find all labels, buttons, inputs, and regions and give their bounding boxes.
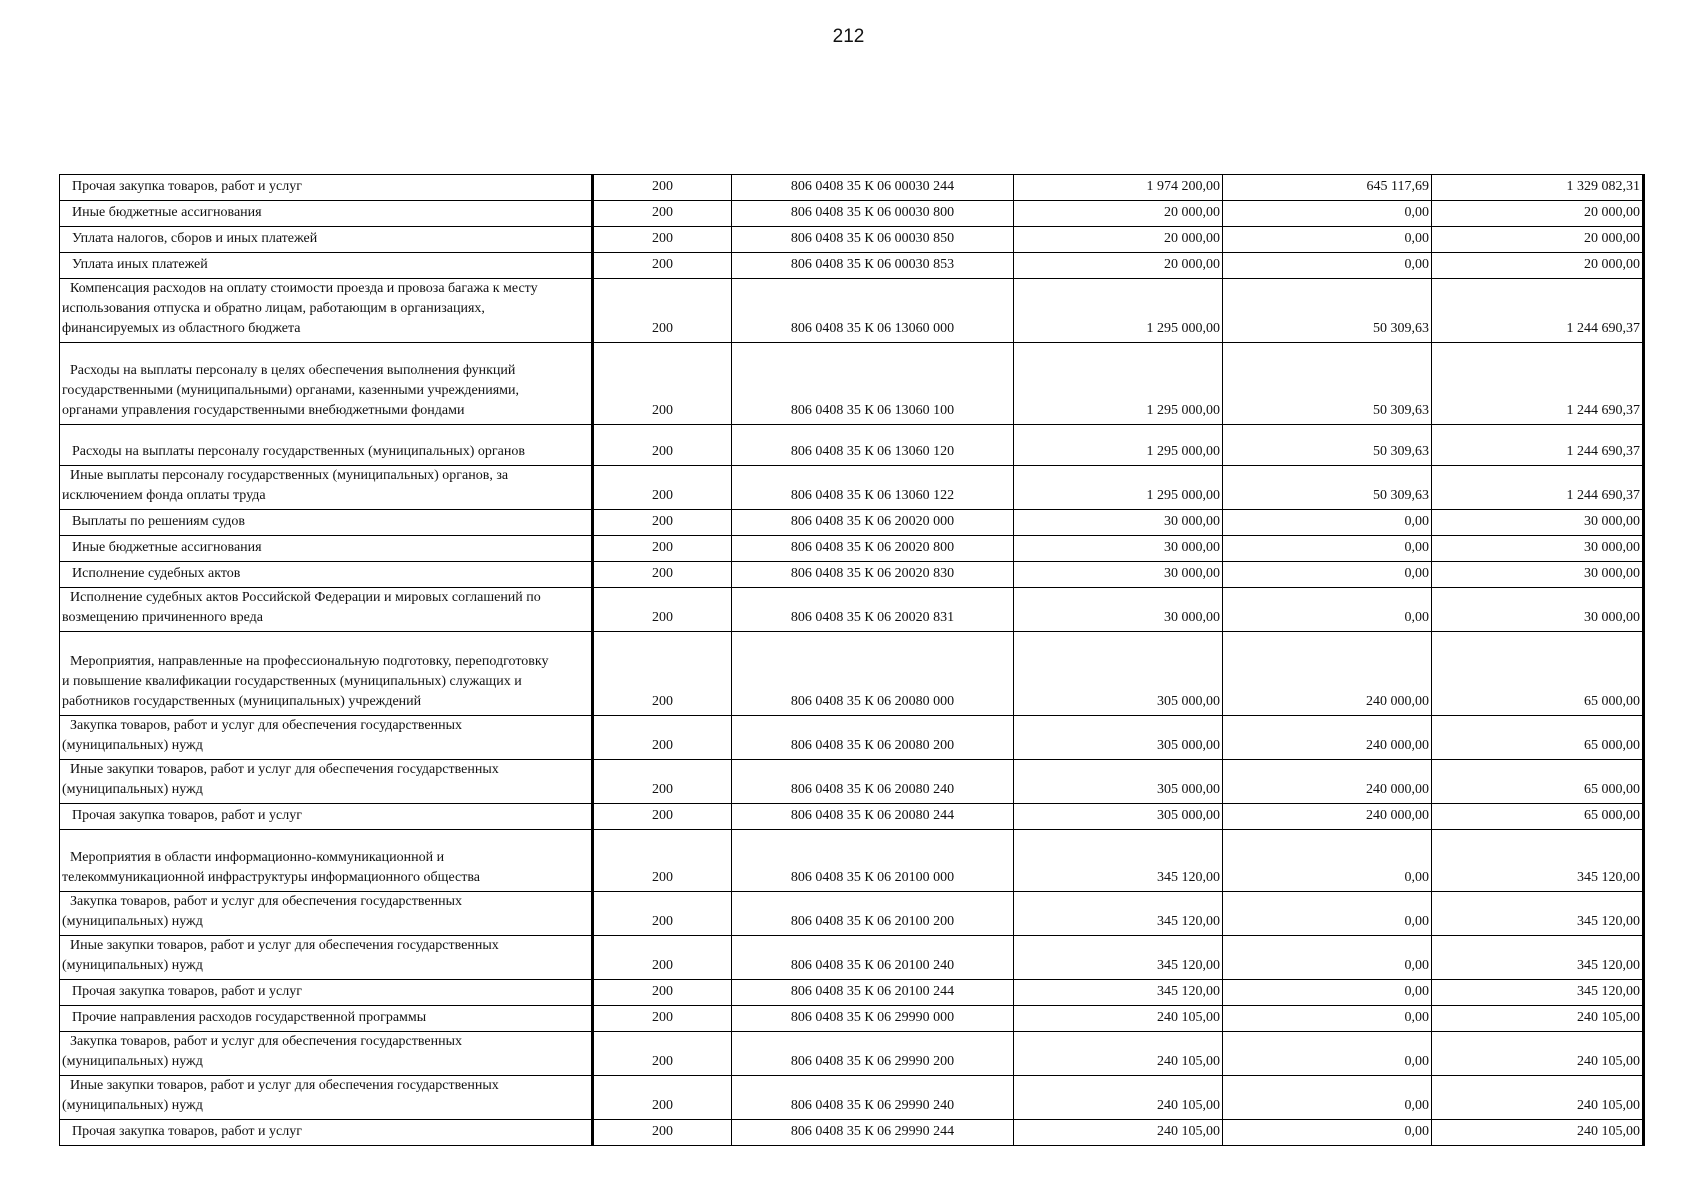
row-name-line: Расходы на выплаты персоналу в целях обеспечения выполнения функций <box>70 363 516 378</box>
table-row <box>60 279 1644 343</box>
row-name-line: Мероприятия, направленные на профессиональную подготовку, переподготовку <box>70 654 549 669</box>
table-row <box>60 175 1644 201</box>
row-approved-amount: 1 295 000,00 <box>1014 279 1223 343</box>
row-executed-amount: 240 000,00 <box>1223 632 1432 716</box>
row-classification-code: 806 0408 35 К 06 20020 830 <box>732 562 1014 588</box>
row-executed-amount: 50 309,63 <box>1223 425 1432 466</box>
row-name-line: Компенсация расходов на оплату стоимости проезда и провоза багажа к месту <box>70 281 538 296</box>
row-name-line: (муниципальных) нужд <box>62 958 203 973</box>
row-line-code: 200 <box>593 279 732 343</box>
row-approved-amount: 20 000,00 <box>1014 227 1223 253</box>
row-executed-amount: 240 000,00 <box>1223 804 1432 830</box>
row-name-line: (муниципальных) нужд <box>62 1054 203 1069</box>
row-name <box>60 936 593 980</box>
row-remaining-amount: 65 000,00 <box>1432 804 1644 830</box>
row-executed-amount: 0,00 <box>1223 588 1432 632</box>
row-remaining-amount: 240 105,00 <box>1432 1006 1644 1032</box>
row-executed-amount: 0,00 <box>1223 830 1432 892</box>
table-row <box>60 1032 1644 1076</box>
row-executed-amount: 50 309,63 <box>1223 343 1432 425</box>
row-classification-code: 806 0408 35 К 06 00030 850 <box>732 227 1014 253</box>
row-remaining-amount: 1 244 690,37 <box>1432 466 1644 510</box>
row-approved-amount: 30 000,00 <box>1014 510 1223 536</box>
table-row <box>60 536 1644 562</box>
row-line-code: 200 <box>593 1006 732 1032</box>
row-classification-code: 806 0408 35 К 06 20080 200 <box>732 716 1014 760</box>
row-approved-amount: 1 295 000,00 <box>1014 425 1223 466</box>
row-line-code: 200 <box>593 1076 732 1120</box>
table-row <box>60 1076 1644 1120</box>
row-name: Уплата иных платежей <box>60 253 593 279</box>
row-approved-amount: 305 000,00 <box>1014 632 1223 716</box>
row-name <box>60 632 593 716</box>
row-name: Прочая закупка товаров, работ и услуг <box>60 804 593 830</box>
row-remaining-amount: 240 105,00 <box>1432 1120 1644 1146</box>
row-name: Иные бюджетные ассигнования <box>60 536 593 562</box>
row-executed-amount: 0,00 <box>1223 980 1432 1006</box>
row-name <box>60 343 593 425</box>
row-name: Расходы на выплаты персоналу государственных (муниципальных) органов <box>60 425 593 466</box>
table-row <box>60 980 1644 1006</box>
row-classification-code: 806 0408 35 К 06 20100 000 <box>732 830 1014 892</box>
table-row <box>60 892 1644 936</box>
row-classification-code: 806 0408 35 К 06 00030 244 <box>732 175 1014 201</box>
row-remaining-amount: 65 000,00 <box>1432 632 1644 716</box>
row-approved-amount: 240 105,00 <box>1014 1120 1223 1146</box>
row-approved-amount: 1 295 000,00 <box>1014 343 1223 425</box>
row-remaining-amount: 345 120,00 <box>1432 830 1644 892</box>
row-name-line: Закупка товаров, работ и услуг для обеспечения государственных <box>70 1034 463 1049</box>
row-approved-amount: 240 105,00 <box>1014 1076 1223 1120</box>
table-row <box>60 343 1644 425</box>
row-name: Прочая закупка товаров, работ и услуг <box>60 1120 593 1146</box>
row-name-line: (муниципальных) нужд <box>62 782 203 797</box>
row-name-line: использования отпуска и обратно лицам, работающим в организациях, <box>62 301 485 316</box>
row-line-code: 200 <box>593 562 732 588</box>
row-approved-amount: 30 000,00 <box>1014 588 1223 632</box>
row-approved-amount: 345 120,00 <box>1014 892 1223 936</box>
row-name <box>60 1032 593 1076</box>
row-name-line: Иные закупки товаров, работ и услуг для обеспечения государственных <box>70 762 499 777</box>
row-approved-amount: 345 120,00 <box>1014 980 1223 1006</box>
table-row <box>60 804 1644 830</box>
row-line-code: 200 <box>593 466 732 510</box>
row-executed-amount: 0,00 <box>1223 1120 1432 1146</box>
row-line-code: 200 <box>593 425 732 466</box>
row-remaining-amount: 240 105,00 <box>1432 1032 1644 1076</box>
row-line-code: 200 <box>593 227 732 253</box>
row-approved-amount: 305 000,00 <box>1014 804 1223 830</box>
row-executed-amount: 0,00 <box>1223 562 1432 588</box>
table-row <box>60 716 1644 760</box>
row-line-code: 200 <box>593 175 732 201</box>
row-executed-amount: 0,00 <box>1223 1032 1432 1076</box>
row-line-code: 200 <box>593 1120 732 1146</box>
row-name: Уплата налогов, сборов и иных платежей <box>60 227 593 253</box>
row-name: Исполнение судебных актов <box>60 562 593 588</box>
row-name <box>60 279 593 343</box>
table-row <box>60 632 1644 716</box>
row-approved-amount: 240 105,00 <box>1014 1032 1223 1076</box>
row-name-line: Закупка товаров, работ и услуг для обеспечения государственных <box>70 718 463 733</box>
row-classification-code: 806 0408 35 К 06 20080 240 <box>732 760 1014 804</box>
row-remaining-amount: 20 000,00 <box>1432 227 1644 253</box>
row-line-code: 200 <box>593 588 732 632</box>
row-name <box>60 830 593 892</box>
row-name-line: Иные закупки товаров, работ и услуг для обеспечения государственных <box>70 938 499 953</box>
row-remaining-amount: 1 329 082,31 <box>1432 175 1644 201</box>
row-classification-code: 806 0408 35 К 06 20080 244 <box>732 804 1014 830</box>
row-line-code: 200 <box>593 760 732 804</box>
row-line-code: 200 <box>593 804 732 830</box>
row-approved-amount: 30 000,00 <box>1014 562 1223 588</box>
row-approved-amount: 305 000,00 <box>1014 716 1223 760</box>
row-classification-code: 806 0408 35 К 06 13060 000 <box>732 279 1014 343</box>
row-name <box>60 716 593 760</box>
row-name-line: Исполнение судебных актов Российской Федерации и мировых соглашений по <box>70 590 541 605</box>
row-executed-amount: 0,00 <box>1223 892 1432 936</box>
row-name: Прочая закупка товаров, работ и услуг <box>60 980 593 1006</box>
row-name-line: (муниципальных) нужд <box>62 914 203 929</box>
row-approved-amount: 20 000,00 <box>1014 201 1223 227</box>
row-name: Прочие направления расходов государственной программы <box>60 1006 593 1032</box>
row-approved-amount: 240 105,00 <box>1014 1006 1223 1032</box>
row-line-code: 200 <box>593 830 732 892</box>
row-remaining-amount: 30 000,00 <box>1432 536 1644 562</box>
row-name-line: финансируемых из областного бюджета <box>62 321 301 336</box>
row-classification-code: 806 0408 35 К 06 20100 244 <box>732 980 1014 1006</box>
table-row <box>60 466 1644 510</box>
row-executed-amount: 0,00 <box>1223 1076 1432 1120</box>
row-remaining-amount: 65 000,00 <box>1432 716 1644 760</box>
row-executed-amount: 0,00 <box>1223 536 1432 562</box>
table-row <box>60 253 1644 279</box>
row-name-line: государственными (муниципальными) органами, казенными учреждениями, <box>62 383 519 398</box>
row-remaining-amount: 30 000,00 <box>1432 562 1644 588</box>
row-name-line: исключением фонда оплаты труда <box>62 488 266 503</box>
row-approved-amount: 1 974 200,00 <box>1014 175 1223 201</box>
row-name-line: (муниципальных) нужд <box>62 738 203 753</box>
row-name-line: Закупка товаров, работ и услуг для обеспечения государственных <box>70 894 463 909</box>
table-row <box>60 1006 1644 1032</box>
row-classification-code: 806 0408 35 К 06 29990 240 <box>732 1076 1014 1120</box>
row-line-code: 200 <box>593 936 732 980</box>
row-name-line: возмещению причиненного вреда <box>62 610 263 625</box>
table-body <box>60 175 1644 1146</box>
row-name-line: и повышение квалификации государственных (муниципальных) служащих и <box>62 674 522 689</box>
row-name-line: Иные закупки товаров, работ и услуг для обеспечения государственных <box>70 1078 499 1093</box>
row-approved-amount: 305 000,00 <box>1014 760 1223 804</box>
row-classification-code: 806 0408 35 К 06 20100 240 <box>732 936 1014 980</box>
row-remaining-amount: 1 244 690,37 <box>1432 425 1644 466</box>
row-classification-code: 806 0408 35 К 06 29990 200 <box>732 1032 1014 1076</box>
row-line-code: 200 <box>593 343 732 425</box>
row-classification-code: 806 0408 35 К 06 20020 831 <box>732 588 1014 632</box>
row-remaining-amount: 65 000,00 <box>1432 760 1644 804</box>
row-classification-code: 806 0408 35 К 06 20020 000 <box>732 510 1014 536</box>
row-executed-amount: 0,00 <box>1223 1006 1432 1032</box>
row-remaining-amount: 1 244 690,37 <box>1432 279 1644 343</box>
row-remaining-amount: 20 000,00 <box>1432 253 1644 279</box>
row-name <box>60 1076 593 1120</box>
row-remaining-amount: 345 120,00 <box>1432 980 1644 1006</box>
row-name-line: Мероприятия в области информационно-коммуникационной и <box>70 850 445 865</box>
row-executed-amount: 240 000,00 <box>1223 760 1432 804</box>
row-remaining-amount: 20 000,00 <box>1432 201 1644 227</box>
table-row <box>60 760 1644 804</box>
row-executed-amount: 0,00 <box>1223 510 1432 536</box>
row-line-code: 200 <box>593 1032 732 1076</box>
row-remaining-amount: 345 120,00 <box>1432 892 1644 936</box>
row-name <box>60 892 593 936</box>
row-remaining-amount: 30 000,00 <box>1432 510 1644 536</box>
table-row <box>60 588 1644 632</box>
row-name: Прочая закупка товаров, работ и услуг <box>60 175 593 201</box>
row-classification-code: 806 0408 35 К 06 00030 853 <box>732 253 1014 279</box>
row-executed-amount: 0,00 <box>1223 201 1432 227</box>
row-approved-amount: 345 120,00 <box>1014 936 1223 980</box>
row-executed-amount: 50 309,63 <box>1223 466 1432 510</box>
row-classification-code: 806 0408 35 К 06 13060 100 <box>732 343 1014 425</box>
table-row <box>60 1120 1644 1146</box>
table-row <box>60 227 1644 253</box>
row-line-code: 200 <box>593 716 732 760</box>
row-approved-amount: 20 000,00 <box>1014 253 1223 279</box>
row-remaining-amount: 30 000,00 <box>1432 588 1644 632</box>
row-classification-code: 806 0408 35 К 06 13060 120 <box>732 425 1014 466</box>
row-line-code: 200 <box>593 201 732 227</box>
row-name <box>60 760 593 804</box>
table-row <box>60 830 1644 892</box>
row-name-line: органами управления государственными внебюджетными фондами <box>62 403 465 418</box>
row-classification-code: 806 0408 35 К 06 20080 000 <box>732 632 1014 716</box>
row-classification-code: 806 0408 35 К 06 00030 800 <box>732 201 1014 227</box>
row-name: Иные бюджетные ассигнования <box>60 201 593 227</box>
row-name <box>60 466 593 510</box>
row-name-line: Иные выплаты персоналу государственных (муниципальных) органов, за <box>70 468 509 483</box>
row-remaining-amount: 240 105,00 <box>1432 1076 1644 1120</box>
budget-execution-table <box>59 174 1645 1146</box>
row-line-code: 200 <box>593 892 732 936</box>
row-approved-amount: 1 295 000,00 <box>1014 466 1223 510</box>
row-name: Выплаты по решениям судов <box>60 510 593 536</box>
row-classification-code: 806 0408 35 К 06 20020 800 <box>732 536 1014 562</box>
row-executed-amount: 0,00 <box>1223 227 1432 253</box>
row-name-line: (муниципальных) нужд <box>62 1098 203 1113</box>
table-row <box>60 425 1644 466</box>
row-name <box>60 588 593 632</box>
page-number: 212 <box>832 26 865 47</box>
row-executed-amount: 50 309,63 <box>1223 279 1432 343</box>
table-row <box>60 201 1644 227</box>
row-approved-amount: 345 120,00 <box>1014 830 1223 892</box>
row-line-code: 200 <box>593 632 732 716</box>
row-name-line: телекоммуникационной инфраструктуры информационного общества <box>62 870 480 885</box>
row-executed-amount: 240 000,00 <box>1223 716 1432 760</box>
row-line-code: 200 <box>593 253 732 279</box>
row-remaining-amount: 345 120,00 <box>1432 936 1644 980</box>
row-classification-code: 806 0408 35 К 06 29990 244 <box>732 1120 1014 1146</box>
table-row <box>60 510 1644 536</box>
row-classification-code: 806 0408 35 К 06 29990 000 <box>732 1006 1014 1032</box>
table-row <box>60 936 1644 980</box>
row-remaining-amount: 1 244 690,37 <box>1432 343 1644 425</box>
row-executed-amount: 0,00 <box>1223 936 1432 980</box>
row-classification-code: 806 0408 35 К 06 13060 122 <box>732 466 1014 510</box>
row-line-code: 200 <box>593 980 732 1006</box>
table-row <box>60 562 1644 588</box>
row-approved-amount: 30 000,00 <box>1014 536 1223 562</box>
row-line-code: 200 <box>593 536 732 562</box>
row-name-line: работников государственных (муниципальных) учреждений <box>62 694 422 709</box>
row-executed-amount: 0,00 <box>1223 253 1432 279</box>
row-classification-code: 806 0408 35 К 06 20100 200 <box>732 892 1014 936</box>
row-executed-amount: 645 117,69 <box>1223 175 1432 201</box>
row-line-code: 200 <box>593 510 732 536</box>
